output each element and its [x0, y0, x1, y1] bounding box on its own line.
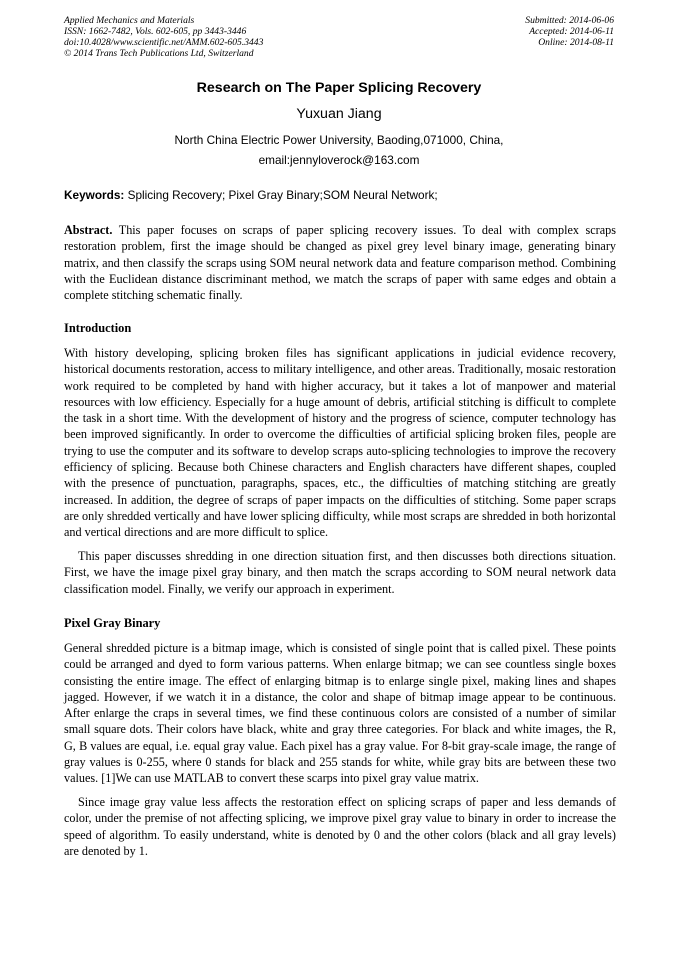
- pixel-gray-binary-paragraph-2: Since image gray value less affects the restoration effect on splicing scraps of paper and less demands of color, under the premise of not affecting splicing, we improve pixel gray value to binary in order to increase the speed of algorithm. To easily understand, white is denoted by 0 and the other colors (black and all gray levels) are denoted by 1.: [64, 795, 616, 858]
- keywords-label: Keywords:: [64, 188, 125, 202]
- author-name: Yuxuan Jiang: [296, 106, 382, 122]
- keywords-line: [64, 188, 616, 202]
- introduction-heading: Introduction: [64, 321, 132, 335]
- online-date: Online: 2014-08-11: [538, 37, 614, 48]
- abstract-paragraph: [64, 222, 616, 303]
- author-email: email:jennyloverock@163.com: [258, 153, 420, 167]
- accepted-date: Accepted: 2014-06-11: [529, 26, 614, 37]
- abstract-label: Abstract.: [64, 223, 113, 237]
- journal-info: [64, 15, 263, 59]
- introduction-paragraph-1: With history developing, splicing broken files has significant applications in judicial evidence recovery, historical documents restoration, access to military intelligence, and other areas. Traditionally, mosaic restoration work required to be completed by hand with higher accuracy, but it takes a lot of manpower and material resources with low efficiency. Especially for a huge amount of debris, artificial stitching is difficult to complete the task in a short time. With the development of history and the progress of science, computer technology has been improved significantly. In order to overcome the difficulties of artificial splicing broken files, people are trying to use the computer and its software to develop scraps auto-splicing technologies to improve the recovery efficiency of splicing. Because both Chinese characters and English characters have different shapes, coupled with the presence of punctuation, paragraphs, spaces, etc., the difficulties of matching stitching are greatly increased. In addition, the degree of scraps of paper impacts on the difficulties of stitching. Some paper scraps are only shredded vertically and have lower splicing difficulty, while most scraps are shredded in both horizontal and vertical directions and are more difficult to splice.: [64, 346, 616, 540]
- paper-title: Research on The Paper Splicing Recovery: [196, 80, 482, 96]
- abstract-text: This paper focuses on scraps of paper splicing recovery issues. To deal with complex scraps restoration problem, first the image should be changed as pixel grey level binary image, generating binary matrix, and then classify the scraps using SOM neural network data and feature comparison method. Combining with the Euclidean distance discriminant method, we match the scraps of paper with same edges and obtain a complete stitching schematic finally.: [64, 223, 616, 303]
- submitted-date: Submitted: 2014-06-06: [525, 15, 614, 26]
- copyright-line: © 2014 Trans Tech Publications Ltd, Switzerland: [64, 48, 254, 59]
- journal-name: Applied Mechanics and Materials: [64, 15, 195, 26]
- issn-line: ISSN: 1662-7482, Vols. 602-605, pp 3443-3446: [64, 26, 247, 37]
- pixel-gray-binary-paragraph-1: General shredded picture is a bitmap image, which is consisted of single point that is called pixel. These points could be arranged and dyed to form various patterns. When enlarge bitmap; we can see countless single boxes consisting the entire image. The effect of enlarging bitmap is to enlarge single pixel, making lines and shapes jagged. However, if we watch it in a distance, the color and shape of bitmap image appear to be continuous. After enlarge the craps in several times, we find these continuous colors are consisted of a number of similar small square dots. Their colors have black, white and gray three categories. For black and white images, the R, G, B values are equal, i.e. equal gray value. Each pixel has a gray value. For 8-bit gray-scale image, the range of gray values is 0-255, where 0 stands for black and 255 stands for white, while gray bits are between these two values. [1]We can use MATLAB to convert these scarps into pixel gray value matrix.: [64, 641, 616, 786]
- doi-line: doi:10.4028/www.scientific.net/AMM.602-605.3443: [64, 37, 264, 48]
- publication-dates: [525, 15, 614, 48]
- introduction-paragraph-2: This paper discusses shredding in one direction situation first, and then discusses both directions situation. First, we have the image pixel gray binary, and then match the scraps according to SOM neural network data classification model. Finally, we verify our approach in experiment.: [64, 549, 616, 596]
- author-affiliation: North China Electric Power University, Baoding,071000, China,: [174, 133, 504, 147]
- pixel-gray-binary-heading: Pixel Gray Binary: [64, 616, 161, 630]
- keywords-text: Splicing Recovery; Pixel Gray Binary;SOM Neural Network;: [124, 188, 438, 202]
